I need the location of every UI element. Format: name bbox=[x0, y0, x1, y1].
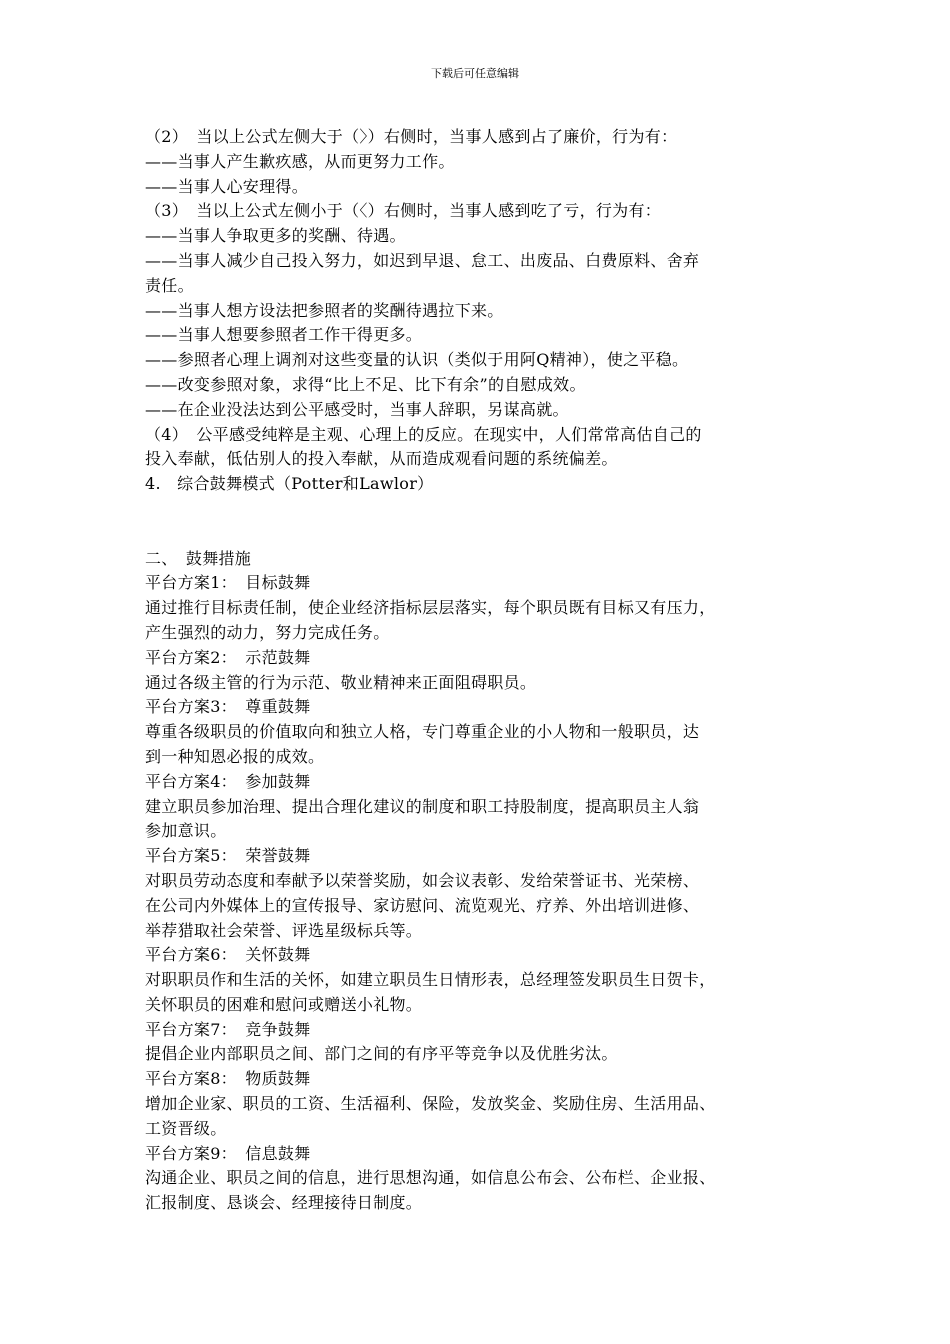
plan-title: 平台方案3： 尊重鼓舞 bbox=[145, 697, 311, 717]
text-line: 参加意识。 bbox=[145, 821, 227, 841]
text-line: 通过推行目标责任制，使企业经济指标层层落实，每个职员既有目标又有压力， bbox=[145, 598, 716, 618]
text-line: 责任。 bbox=[145, 275, 194, 295]
text-line: 投入奉献，低估别人的投入奉献，从而造成观看问题的系统偏差。 bbox=[145, 449, 618, 469]
spacer bbox=[145, 497, 817, 547]
plan-title: 平台方案7： 竞争鼓舞 bbox=[145, 1019, 311, 1039]
plan-title: 平台方案9： 信息鼓舞 bbox=[145, 1143, 311, 1163]
text-line: ——在企业没法达到公平感受时，当事人辞职，另谋高就。 bbox=[145, 399, 569, 419]
text-line: 增加企业家、职员的工资、生活福利、保险，发放奖金、奖励住房、生活用品、 bbox=[145, 1094, 716, 1114]
text-line: 产生强烈的动力，努力完成任务。 bbox=[145, 622, 390, 642]
text-line: （3） 当以上公式左侧小于（〈）右侧时，当事人感到吃了亏，行为有： bbox=[145, 201, 662, 221]
text-line: ——参照者心理上调剂对这些变量的认识（类似于用阿Q精神），使之平稳。 bbox=[145, 350, 689, 370]
text-line: ——当事人争取更多的奖酬、待遇。 bbox=[145, 226, 406, 246]
text-line: 对职职员作和生活的关怀，如建立职员生日情形表，总经理签发职员生日贺卡， bbox=[145, 970, 716, 990]
text-line: 对职员劳动态度和奉献予以荣誉奖励，如会议表彰、发给荣誉证书、光荣榜、 bbox=[145, 870, 700, 890]
section-heading: 4. 综合鼓舞模式（Potter和Lawlor） bbox=[145, 474, 434, 494]
text-line: 建立职员参加治理、提出合理化建议的制度和职工持股制度，提高职员主人翁 bbox=[145, 796, 700, 816]
plan-title: 平台方案8： 物质鼓舞 bbox=[145, 1069, 311, 1089]
text-line: 通过各级主管的行为示范、敬业精神来正面阻碍职员。 bbox=[145, 672, 537, 692]
text-line: ——当事人心安理得。 bbox=[145, 176, 309, 196]
text-line: ——改变参照对象，求得“比上不足、比下有余”的自慰成效。 bbox=[145, 374, 586, 394]
plan-title: 平台方案1： 目标鼓舞 bbox=[145, 573, 311, 593]
plan-title: 平台方案2： 示范鼓舞 bbox=[145, 647, 311, 667]
document-body bbox=[145, 125, 817, 1216]
text-line: ——当事人产生歉疚感，从而更努力工作。 bbox=[145, 151, 455, 171]
text-line: 尊重各级职员的价值取向和独立人格，专门尊重企业的小人物和一般职员，达 bbox=[145, 722, 700, 742]
text-line: 在公司内外媒体上的宣传报导、家访慰问、流览观光、疗养、外出培训进修、 bbox=[145, 895, 700, 915]
plan-title: 平台方案6： 关怀鼓舞 bbox=[145, 945, 311, 965]
plan-title: 平台方案5： 荣誉鼓舞 bbox=[145, 846, 311, 866]
section-equity-theory bbox=[145, 125, 817, 497]
text-line: 工资晋级。 bbox=[145, 1118, 227, 1138]
page-header: 下载后可任意编辑 bbox=[431, 67, 519, 80]
text-line: 提倡企业内部职员之间、部门之间的有序平等竞争以及优胜劣汰。 bbox=[145, 1044, 618, 1064]
text-line: （2） 当以上公式左侧大于（〉）右侧时，当事人感到占了廉价，行为有： bbox=[145, 127, 678, 146]
plan-title: 平台方案4： 参加鼓舞 bbox=[145, 771, 311, 791]
text-line: 沟通企业、职员之间的信息，进行思想沟通，如信息公布会、公布栏、企业报、 bbox=[145, 1168, 716, 1188]
section-incentive-measures bbox=[145, 547, 817, 1217]
text-line: ——当事人减少自己投入努力，如迟到早退、怠工、出废品、白费原料、舍弃 bbox=[145, 250, 700, 270]
text-line: 汇报制度、恳谈会、经理接待日制度。 bbox=[145, 1193, 423, 1213]
text-line: 到一种知恩必报的成效。 bbox=[145, 746, 325, 766]
text-line: （4） 公平感受纯粹是主观、心理上的反应。在现实中，人们常常高估自己的 bbox=[145, 424, 702, 444]
text-line: 举荐猎取社会荣誉、评选星级标兵等。 bbox=[145, 920, 423, 940]
text-line: ——当事人想要参照者工作干得更多。 bbox=[145, 325, 423, 345]
section-heading: 二、 鼓舞措施 bbox=[145, 548, 252, 568]
text-line: ——当事人想方设法把参照者的奖酬待遇拉下来。 bbox=[145, 300, 504, 320]
text-line: 关怀职员的困难和慰问或赠送小礼物。 bbox=[145, 994, 423, 1014]
